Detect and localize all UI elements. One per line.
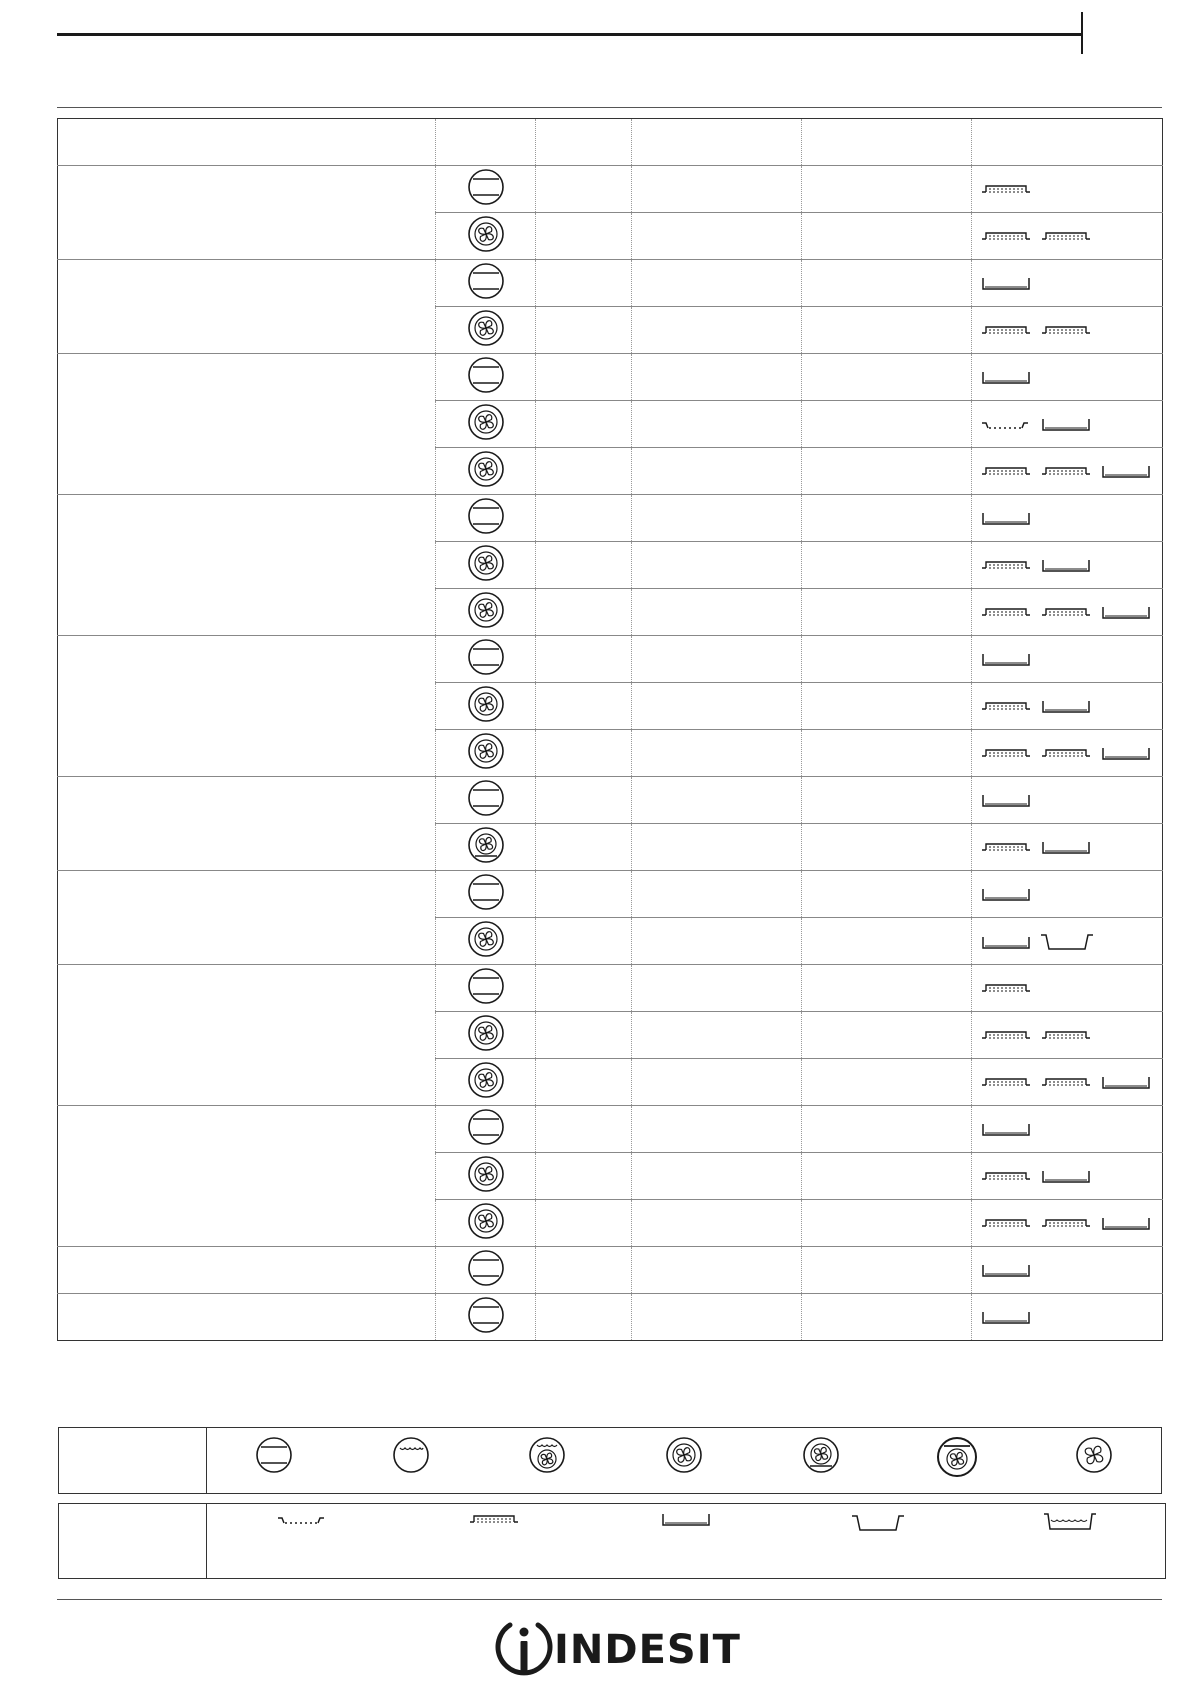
wire-shelf-icon (980, 462, 1040, 479)
temperature-cell (632, 166, 802, 213)
accessory-legend-icons (206, 1504, 1165, 1578)
wire-shelf-icon (980, 744, 1040, 761)
baking-tray-icon (980, 1308, 1040, 1325)
function-cell (436, 495, 536, 542)
preheat-cell (536, 871, 632, 918)
time-cell (802, 918, 972, 965)
conventional-icon (467, 804, 505, 821)
preheat-cell (536, 260, 632, 307)
wire-shelf-icon (980, 697, 1040, 714)
table-header-row (58, 119, 1163, 166)
accessories-cell (972, 401, 1163, 448)
food-cell (58, 636, 436, 777)
brand-logo-icon (494, 1617, 554, 1679)
function-cell (436, 401, 536, 448)
forced-air-icon (467, 1227, 505, 1244)
table-row (58, 1247, 1163, 1294)
time-cell (802, 260, 972, 307)
preheat-cell (536, 354, 632, 401)
eco-forced-air-icon (936, 1436, 978, 1483)
temperature-cell (632, 448, 802, 495)
accessories-cell (972, 1012, 1163, 1059)
accessories-cell (972, 1294, 1163, 1341)
header-cell-time (802, 119, 972, 166)
accessory-legend (58, 1503, 1166, 1579)
accessories-cell (972, 1153, 1163, 1200)
time-cell (802, 401, 972, 448)
function-cell (436, 1106, 536, 1153)
time-cell (802, 213, 972, 260)
time-cell (802, 777, 972, 824)
food-cell (58, 354, 436, 495)
roasting-pan-icon (1040, 933, 1102, 950)
wire-shelf-icon (980, 227, 1040, 244)
preheat-cell (536, 683, 632, 730)
table-row (58, 1106, 1163, 1153)
header-rule (57, 107, 1162, 108)
turbo-grill-icon (528, 1436, 566, 1479)
time-cell (802, 871, 972, 918)
preheat-cell (536, 495, 632, 542)
time-cell (802, 495, 972, 542)
food-cell (58, 1294, 436, 1341)
temperature-cell (632, 354, 802, 401)
function-cell (436, 1153, 536, 1200)
preheat-cell (536, 213, 632, 260)
function-legend (58, 1427, 1162, 1494)
wire-shelf-icon (980, 838, 1040, 855)
function-cell (436, 1012, 536, 1059)
preheat-cell (536, 824, 632, 871)
baking-tray-icon (980, 791, 1040, 808)
fan-only-icon (1075, 1436, 1113, 1479)
function-cell (436, 1059, 536, 1106)
table-row (58, 495, 1163, 542)
preheat-cell (536, 1294, 632, 1341)
temperature-cell (632, 918, 802, 965)
time-cell (802, 965, 972, 1012)
wire-shelf-icon (980, 1073, 1040, 1090)
accessories-cell (972, 730, 1163, 777)
cooking-table (57, 118, 1163, 1341)
wire-shelf-icon (1040, 744, 1100, 761)
wire-shelf-icon (1040, 321, 1100, 338)
temperature-cell (632, 777, 802, 824)
preheat-cell (536, 401, 632, 448)
food-cell (58, 777, 436, 871)
baking-tray-icon (1100, 603, 1160, 620)
accessories-cell (972, 777, 1163, 824)
conventional-icon (467, 522, 505, 539)
baking-tray-icon (980, 509, 1040, 526)
food-cell (58, 260, 436, 354)
accessories-cell (972, 448, 1163, 495)
time-cell (802, 1106, 972, 1153)
time-cell (802, 166, 972, 213)
forced-air-icon (467, 240, 505, 257)
accessories-cell (972, 1200, 1163, 1247)
temperature-cell (632, 1200, 802, 1247)
function-cell (436, 824, 536, 871)
forced-air-icon (467, 710, 505, 727)
brand-logo (494, 1617, 741, 1679)
drip-tray-water-icon (1043, 1512, 1097, 1537)
temperature-cell (632, 401, 802, 448)
temperature-cell (632, 589, 802, 636)
food-cell (58, 965, 436, 1106)
header-cell-temperature (632, 119, 802, 166)
time-cell (802, 542, 972, 589)
function-cell (436, 1294, 536, 1341)
table-row (58, 1294, 1163, 1341)
table-row (58, 871, 1163, 918)
convection-bake-icon (467, 851, 505, 868)
baking-tray-icon (660, 1512, 712, 1533)
function-cell (436, 542, 536, 589)
temperature-cell (632, 213, 802, 260)
function-cell (436, 636, 536, 683)
function-cell (436, 448, 536, 495)
forced-air-icon (467, 1039, 505, 1056)
food-cell (58, 871, 436, 965)
preheat-cell (536, 777, 632, 824)
bottom-rule (57, 1599, 1162, 1600)
forced-air-icon (467, 945, 505, 962)
function-cell (436, 918, 536, 965)
temperature-cell (632, 1294, 802, 1341)
wire-shelf-icon (980, 1167, 1040, 1184)
function-cell (436, 213, 536, 260)
function-cell (436, 307, 536, 354)
accessories-cell (972, 495, 1163, 542)
conventional-icon (255, 1436, 293, 1479)
forced-air-icon (467, 475, 505, 492)
accessories-cell (972, 307, 1163, 354)
baking-tray-icon (1040, 697, 1100, 714)
time-cell (802, 1012, 972, 1059)
forced-air-icon (467, 569, 505, 586)
function-cell (436, 354, 536, 401)
accessories-cell (972, 871, 1163, 918)
accessories-cell (972, 1106, 1163, 1153)
temperature-cell (632, 260, 802, 307)
temperature-cell (632, 636, 802, 683)
grill-icon (392, 1436, 430, 1479)
wire-shelf-icon (1040, 1214, 1100, 1231)
baking-tray-icon (1100, 1073, 1160, 1090)
convection-bake-icon (802, 1436, 840, 1479)
table-row (58, 166, 1163, 213)
baking-tray-icon (980, 650, 1040, 667)
accessories-cell (972, 260, 1163, 307)
temperature-cell (632, 683, 802, 730)
function-cell (436, 730, 536, 777)
preheat-cell (536, 1200, 632, 1247)
baking-tray-icon (1040, 838, 1100, 855)
time-cell (802, 1200, 972, 1247)
function-cell (436, 166, 536, 213)
temperature-cell (632, 1247, 802, 1294)
food-cell (58, 495, 436, 636)
drip-tray-icon (980, 415, 1040, 432)
baking-tray-icon (980, 1261, 1040, 1278)
function-cell (436, 260, 536, 307)
baking-tray-icon (980, 368, 1040, 385)
food-cell (58, 166, 436, 260)
accessories-cell (972, 683, 1163, 730)
time-cell (802, 589, 972, 636)
function-legend-label (59, 1428, 207, 1493)
roasting-pan-icon (851, 1512, 905, 1537)
table-row (58, 260, 1163, 307)
accessories-cell (972, 354, 1163, 401)
conventional-icon (467, 898, 505, 915)
food-cell (58, 1106, 436, 1247)
time-cell (802, 1059, 972, 1106)
header-cell-food (58, 119, 436, 166)
accessories-cell (972, 542, 1163, 589)
preheat-cell (536, 1153, 632, 1200)
accessories-cell (972, 1247, 1163, 1294)
top-tick (1081, 12, 1083, 54)
top-rule (57, 33, 1081, 36)
conventional-icon (467, 381, 505, 398)
wire-shelf-icon (1040, 1073, 1100, 1090)
wire-shelf-icon (980, 603, 1040, 620)
baking-tray-icon (980, 885, 1040, 902)
accessories-cell (972, 824, 1163, 871)
wire-shelf-icon (980, 321, 1040, 338)
function-cell (436, 683, 536, 730)
temperature-cell (632, 871, 802, 918)
food-cell (58, 1247, 436, 1294)
function-cell (436, 1247, 536, 1294)
time-cell (802, 307, 972, 354)
forced-air-icon (467, 334, 505, 351)
preheat-cell (536, 542, 632, 589)
wire-shelf-icon (980, 1214, 1040, 1231)
baking-tray-icon (1040, 556, 1100, 573)
baking-tray-icon (1040, 415, 1100, 432)
preheat-cell (536, 1059, 632, 1106)
accessory-legend-label (59, 1504, 207, 1578)
function-cell (436, 589, 536, 636)
time-cell (802, 730, 972, 777)
wire-shelf-icon (468, 1512, 520, 1533)
accessories-cell (972, 965, 1163, 1012)
time-cell (802, 448, 972, 495)
time-cell (802, 636, 972, 683)
wire-shelf-icon (980, 1026, 1040, 1043)
temperature-cell (632, 965, 802, 1012)
table-row (58, 636, 1163, 683)
time-cell (802, 354, 972, 401)
function-cell (436, 871, 536, 918)
wire-shelf-icon (980, 180, 1040, 197)
conventional-icon (467, 992, 505, 1009)
baking-tray-icon (1100, 1214, 1160, 1231)
wire-shelf-icon (980, 556, 1040, 573)
table-row (58, 965, 1163, 1012)
wire-shelf-icon (1040, 1026, 1100, 1043)
forced-air-icon (467, 1180, 505, 1197)
conventional-icon (467, 1321, 505, 1338)
temperature-cell (632, 1012, 802, 1059)
baking-tray-icon (1100, 744, 1160, 761)
conventional-icon (467, 663, 505, 680)
forced-air-icon (467, 757, 505, 774)
temperature-cell (632, 730, 802, 777)
accessories-cell (972, 1059, 1163, 1106)
conventional-icon (467, 1133, 505, 1150)
preheat-cell (536, 965, 632, 1012)
baking-tray-icon (1100, 462, 1160, 479)
preheat-cell (536, 730, 632, 777)
accessories-cell (972, 636, 1163, 683)
header-cell-function (436, 119, 536, 166)
temperature-cell (632, 824, 802, 871)
baking-tray-icon (1040, 1167, 1100, 1184)
table-row (58, 354, 1163, 401)
temperature-cell (632, 542, 802, 589)
function-legend-icons (206, 1428, 1161, 1493)
header-cell-preheat (536, 119, 632, 166)
table-row (58, 777, 1163, 824)
accessories-cell (972, 166, 1163, 213)
temperature-cell (632, 495, 802, 542)
preheat-cell (536, 307, 632, 354)
function-cell (436, 965, 536, 1012)
forced-air-icon (467, 616, 505, 633)
time-cell (802, 1247, 972, 1294)
temperature-cell (632, 1106, 802, 1153)
wire-shelf-icon (1040, 603, 1100, 620)
preheat-cell (536, 636, 632, 683)
accessories-cell (972, 918, 1163, 965)
brand-wordmark: INDESIT (554, 1627, 741, 1673)
time-cell (802, 683, 972, 730)
temperature-cell (632, 307, 802, 354)
function-cell (436, 1200, 536, 1247)
preheat-cell (536, 1247, 632, 1294)
conventional-icon (467, 1274, 505, 1291)
accessories-cell (972, 589, 1163, 636)
forced-air-icon (665, 1436, 703, 1479)
baking-tray-icon (980, 274, 1040, 291)
forced-air-icon (467, 428, 505, 445)
wire-shelf-icon (1040, 227, 1100, 244)
time-cell (802, 1153, 972, 1200)
function-cell (436, 777, 536, 824)
accessories-cell (972, 213, 1163, 260)
temperature-cell (632, 1059, 802, 1106)
drip-tray-icon (276, 1512, 328, 1533)
temperature-cell (632, 1153, 802, 1200)
preheat-cell (536, 1106, 632, 1153)
preheat-cell (536, 448, 632, 495)
preheat-cell (536, 918, 632, 965)
time-cell (802, 1294, 972, 1341)
baking-tray-icon (980, 1120, 1040, 1137)
wire-shelf-icon (1040, 462, 1100, 479)
header-cell-accessories (972, 119, 1163, 166)
time-cell (802, 824, 972, 871)
forced-air-icon (467, 1086, 505, 1103)
preheat-cell (536, 589, 632, 636)
conventional-icon (467, 193, 505, 210)
preheat-cell (536, 1012, 632, 1059)
preheat-cell (536, 166, 632, 213)
conventional-icon (467, 287, 505, 304)
baking-tray-icon (980, 933, 1040, 950)
wire-shelf-icon (980, 979, 1040, 996)
